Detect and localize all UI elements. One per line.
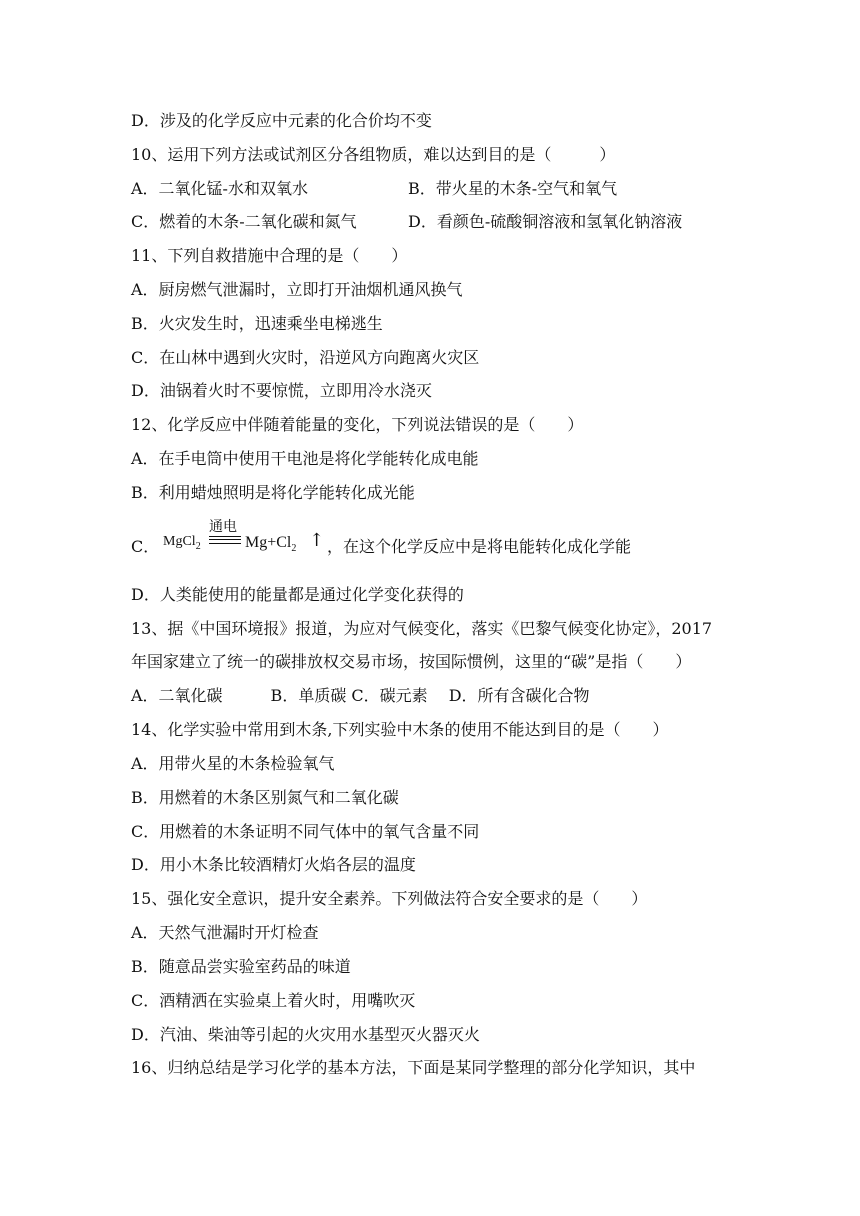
q10-option-c: C．燃着的木条-二氧化碳和氮气 [131, 212, 357, 231]
q12-stem: 12、化学反应中伴随着能量的变化，下列说法错误的是（ ） [131, 415, 584, 434]
q11-option-c: C．在山林中遇到火灾时，沿逆风方向跑离火灾区 [131, 348, 480, 367]
q11-stem: 11、下列自救措施中合理的是（ ） [131, 246, 408, 265]
q15-stem: 15、强化安全意识，提升安全素养。下列做法符合安全要求的是（ ） [131, 889, 648, 908]
product-subscript: 2 [291, 543, 297, 555]
q14-option-a: A．用带火星的木条检验氧气 [131, 754, 335, 773]
q12-option-c [131, 516, 741, 566]
q10-option-a: A．二氧化锰-水和双氧水 [131, 179, 308, 198]
q14-option-b: B．用燃着的木条区别氮气和二氧化碳 [131, 788, 399, 807]
reaction-equals-sign [209, 536, 241, 544]
q14-option-c: C．用燃着的木条证明不同气体中的氧气含量不同 [131, 822, 480, 841]
q12-option-c-label: C． [131, 537, 160, 556]
q12-option-c-text: ，在这个化学反应中是将电能转化成化学能 [327, 537, 632, 556]
q15-option-c: C．酒精洒在实验桌上着火时，用嘴吹灭 [131, 991, 416, 1010]
q16-stem: 16、归纳总结是学习化学的基本方法，下面是某同学整理的部分化学知识，其中 [131, 1058, 696, 1077]
product-text: Mg+Cl [245, 534, 292, 551]
reactant-text: MgCl [163, 534, 196, 549]
q15-option-a: A．天然气泄漏时开灯检查 [131, 923, 319, 942]
q15-option-b: B．随意品尝实验室药品的味道 [131, 957, 351, 976]
q15-option-d: D．汽油、柴油等引起的火灾用水基型灭火器灭火 [131, 1025, 480, 1044]
q10-option-b: B．带火星的木条-空气和氧气 [408, 179, 618, 198]
q10-stem: 10、运用下列方法或试剂区分各组物质，难以达到目的是（ ） [131, 145, 616, 164]
q11-option-a: A．厨房燃气泄漏时，立即打开油烟机通风换气 [131, 280, 463, 299]
q13-stem-line-2: 年国家建立了统一的碳排放权交易市场，按国际惯例，这里的“碳”是指（ ） [131, 652, 692, 671]
q9-option-d: D．涉及的化学反应中元素的化合价均不变 [131, 111, 432, 130]
q13-options: A．二氧化碳 B．单质碳 C．碳元素 D．所有含碳化合物 [131, 686, 590, 705]
q11-option-b: B．火灾发生时，迅速乘坐电梯逃生 [131, 314, 383, 333]
reactant-subscript: 2 [195, 540, 201, 552]
reactant-formula [163, 534, 201, 552]
q10-option-d: D．看颜色-硫酸铜溶液和氢氧化钠溶液 [408, 212, 683, 231]
product-formula [245, 534, 296, 554]
q11-option-d: D．油锅着火时不要惊慌，立即用冷水浇灭 [131, 381, 432, 400]
q13-stem-line-1: 13、据《中国环境报》报道，为应对气候变化，落实《巴黎气候变化协定》，2017 [131, 619, 713, 638]
q12-option-a: A．在手电筒中使用干电池是将化学能转化成电能 [131, 449, 479, 468]
reaction-condition: 通电 [209, 519, 237, 535]
gas-arrow-icon: ↑ [309, 530, 325, 551]
q14-option-d: D．用小木条比较酒精灯火焰各层的温度 [131, 855, 416, 874]
q14-stem: 14、化学实验中常用到木条,下列实验中木条的使用不能达到目的是（ ） [131, 720, 669, 739]
q12-option-b: B．利用蜡烛照明是将化学能转化成光能 [131, 483, 415, 502]
q12-option-d: D．人类能使用的能量都是通过化学变化获得的 [131, 585, 464, 604]
